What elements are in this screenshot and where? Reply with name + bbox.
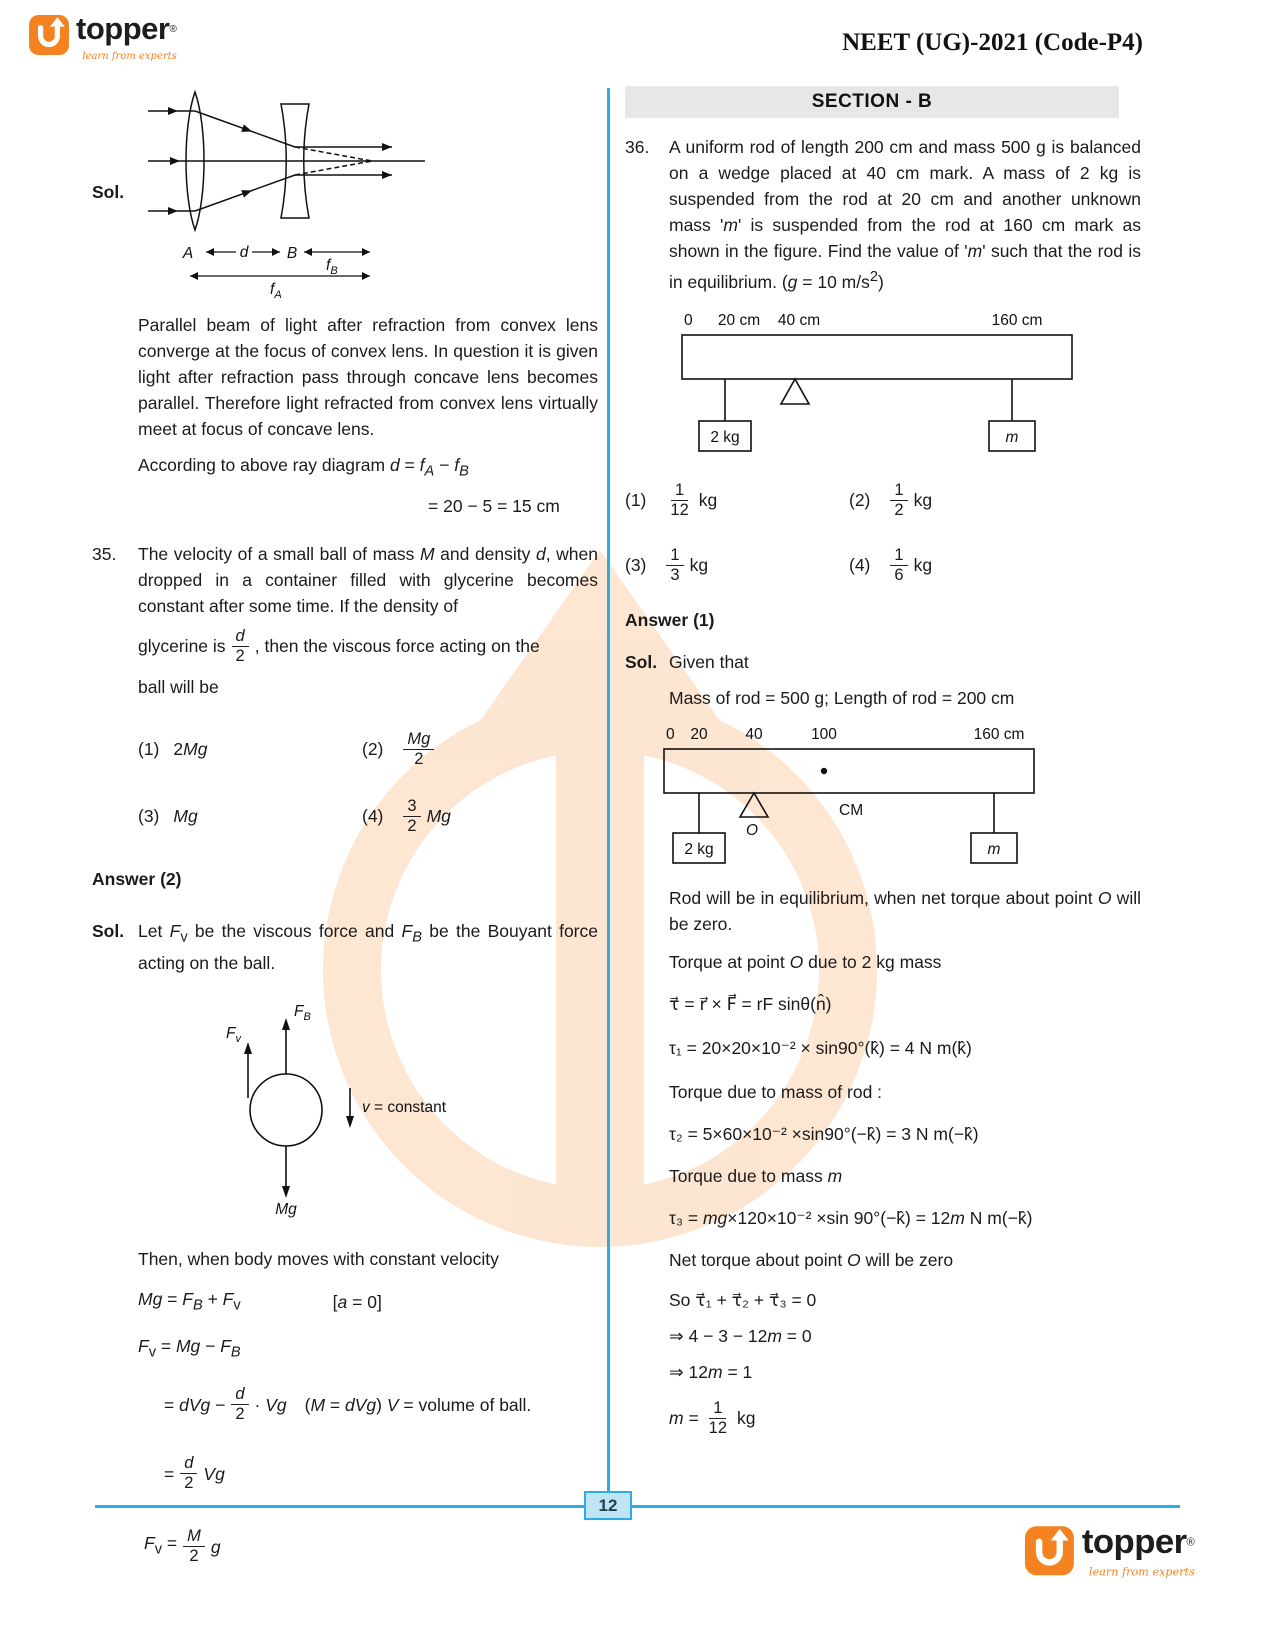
label-2kg-mass: 2 kg xyxy=(710,428,740,446)
option-4 xyxy=(849,546,932,585)
question-number: 36. xyxy=(625,137,650,157)
label-100: 100 xyxy=(811,725,837,743)
equation-fv: $F_v = Mg - F_B$ xyxy=(138,1335,241,1360)
solution-35-intro: Let $F_v$ be the viscous force and $F_B$ be the Bouyant force acting on the ball. xyxy=(138,920,598,973)
formula-step-1: ⇒ 4 − 3 − 12m = 0 xyxy=(669,1325,812,1346)
label-40cm: 40 cm xyxy=(777,311,821,329)
option-label: (1) xyxy=(625,490,647,511)
equation: = dVg − xyxy=(164,1394,226,1415)
sol-label: Sol. xyxy=(92,920,125,941)
right-column xyxy=(625,86,1141,1438)
rod-torque-diagram xyxy=(649,721,1079,871)
label-0: 0 xyxy=(666,725,675,743)
label-distance-d: d xyxy=(239,244,249,261)
equilibrium-text: Rod will be in equilibrium, when net torque about point O will be zero. xyxy=(669,887,1141,934)
logo-registered-mark: ® xyxy=(1186,1536,1195,1549)
fraction-Mg-over-2: $\frac{Mg}{2}$ xyxy=(403,730,434,769)
option-2 xyxy=(849,481,932,520)
options-row-2 xyxy=(138,797,598,836)
label-focal-fA: $f_A$ xyxy=(270,281,282,298)
fraction-d-over-2: $\frac{d}{2}$ xyxy=(180,1454,197,1493)
rod-mass-line: Mass of rod = 500 g; Length of rod = 200 cm xyxy=(669,687,1015,708)
fraction-d-over-2: $\frac{d}{2}$ xyxy=(232,627,249,666)
left-column xyxy=(92,86,598,1566)
option-4 xyxy=(362,797,451,836)
equation-unit: kg xyxy=(737,1408,756,1429)
option-3 xyxy=(138,803,362,829)
ray-equation-result: = 20 − 5 = 15 cm xyxy=(428,495,560,516)
logo-tagline: learn from experts xyxy=(82,51,177,62)
question-35 xyxy=(92,541,598,836)
option-2 xyxy=(362,730,440,769)
logo-name: topper xyxy=(76,11,170,46)
option-label: (2) xyxy=(362,739,384,759)
option-unit: kg xyxy=(913,490,933,511)
question-36 xyxy=(625,134,1141,295)
equation: Vg xyxy=(203,1463,225,1484)
equation: = xyxy=(164,1463,175,1484)
label-40: 40 xyxy=(745,725,763,743)
label-20: 20 xyxy=(690,725,708,743)
label-160cm: 160 cm xyxy=(973,725,1025,743)
label-0: 0 xyxy=(684,311,693,329)
label-velocity-constant: v = constant xyxy=(362,1099,447,1116)
label-viscous-force: $F_v$ xyxy=(226,1025,241,1045)
option-value: 2Mg xyxy=(173,739,208,759)
label-focal-fB: $f_B$ xyxy=(326,257,338,277)
label-weight-Mg: Mg xyxy=(275,1201,297,1218)
options-row-1 xyxy=(138,730,598,769)
equation-note: [a = 0] xyxy=(332,1292,382,1313)
logo-registered-mark: ® xyxy=(169,24,177,36)
logo-tagline: learn from experts xyxy=(1089,1566,1195,1579)
option-unit: kg xyxy=(698,490,718,511)
solution-35-text: Then, when body moves with constant velocity xyxy=(138,1249,499,1269)
answer-36: Answer (1) xyxy=(625,609,715,630)
fraction-3-over-2: $\frac{3}{2}$ xyxy=(403,797,420,836)
equation: $F_v$ = xyxy=(144,1533,178,1558)
text-fragment: glycerine is xyxy=(138,636,226,656)
option-label: (3) xyxy=(625,555,647,576)
formula-tau1: τ₁ = 20×20×10⁻² × sin90°(k̂) = 4 N m(k̂) xyxy=(669,1037,972,1058)
answer-35: Answer (2) xyxy=(92,868,182,889)
free-body-diagram xyxy=(198,998,448,1218)
formula-sum-torques: So τ⃗₁ + τ⃗₂ + τ⃗₃ = 0 xyxy=(669,1289,817,1310)
text-fragment: , then the viscous force acting on the xyxy=(254,636,540,656)
logo-text-block xyxy=(76,11,177,70)
options-row-2 xyxy=(625,546,1141,585)
question-35-fraction-line xyxy=(138,627,598,666)
label-pivot-O: O xyxy=(745,821,759,839)
fraction-d-over-2: $\frac{d}{2}$ xyxy=(231,1385,248,1424)
torque-rod-text: Torque due to mass of rod : xyxy=(669,1081,883,1102)
torque-2kg-text: Torque at point O due to 2 kg mass xyxy=(669,951,942,972)
question-35-body xyxy=(138,541,598,836)
solution-34-paragraph: Parallel beam of light after refraction from convex lens converge at the focus of convex lens. In question it is given light after refraction pass through concave lens becomes parallel. Therefore light refracted from convex lens virtually meet at focus of concave lens. xyxy=(138,315,598,439)
topper-logo xyxy=(28,11,177,70)
label-lens-A: A xyxy=(182,245,194,262)
formula-result-m xyxy=(669,1399,1141,1438)
equation-final-fv xyxy=(144,1527,598,1566)
section-b-header: SECTION - B xyxy=(625,86,1119,118)
equation: m = xyxy=(669,1408,699,1429)
question-36-text: A uniform rod of length 200 cm and mass 500 g is balanced on a wedge placed at 40 cm mark. A mass of 2 kg is suspended from the rod at 20 cm and another unknown mass 'm' is suspended from the rod at 160 cm mark as shown in the figure. Find the value of 'm' such that the rod is in equilibrium. (g = 10 $m/s^2$) xyxy=(669,137,1142,292)
fraction-1-over-12: $\frac{1}{12}$ xyxy=(670,480,689,519)
options-row-1 xyxy=(625,481,1141,520)
page-number: 12 xyxy=(584,1491,632,1520)
rod-wedge-diagram xyxy=(667,309,1097,459)
option-label: (1) xyxy=(138,739,160,759)
option-label: (2) xyxy=(849,490,871,511)
label-2kg-mass: 2 kg xyxy=(684,840,714,858)
option-unit: kg xyxy=(689,555,709,576)
option-label: (4) xyxy=(362,806,384,826)
label-m-mass: m xyxy=(987,840,1001,858)
sol-label: Sol. xyxy=(92,182,125,202)
sol-label: Sol. xyxy=(625,651,658,672)
equation-dvg xyxy=(164,1385,598,1424)
fraction-1-over-6: $\frac{1}{6}$ xyxy=(890,546,907,585)
equation: $Mg = F_B + F_v$ xyxy=(138,1289,241,1314)
label-160cm: 160 cm xyxy=(991,311,1043,329)
formula-torque-definition: τ⃗ = r⃗ × F⃗ = rF sinθ(n̂) xyxy=(669,993,832,1014)
formula-tau3: τ₃ = mg×120×10⁻² ×sin 90°(−k̂) = 12m N m(−k̂) xyxy=(669,1207,1033,1228)
label-center-of-mass: CM xyxy=(839,801,864,819)
question-number: 35. xyxy=(92,543,117,564)
fraction-1-over-2: $\frac{1}{2}$ xyxy=(890,481,907,520)
option-1 xyxy=(625,481,849,520)
label-20cm: 20 cm xyxy=(717,311,761,329)
fraction-1-over-12: $\frac{1}{12}$ xyxy=(708,1398,728,1437)
option-value: Mg xyxy=(173,806,198,826)
question-35-text-end: ball will be xyxy=(138,676,219,697)
option-3 xyxy=(625,546,849,585)
torque-m-text: Torque due to mass m xyxy=(669,1165,843,1186)
logo-name: topper xyxy=(1082,1521,1187,1561)
option-unit: kg xyxy=(913,555,933,576)
column-divider xyxy=(607,88,610,1502)
question-35-text: The velocity of a small ball of mass M and density d, when dropped in a container filled with glycerine becomes constant after some time. If the density of xyxy=(138,543,599,616)
formula-tau2: τ₂ = 5×60×10⁻² ×sin90°(−k̂) = 3 N m(−k̂) xyxy=(669,1123,979,1144)
equation-note: (M = dVg) V = volume of ball. xyxy=(304,1394,532,1415)
topper-logo-footer xyxy=(1024,1521,1195,1588)
label-buoyant-force: $F_B$ xyxy=(294,1003,311,1023)
solution-35-block xyxy=(92,918,598,977)
fraction-1-over-3: $\frac{1}{3}$ xyxy=(666,546,683,585)
solution-36-block xyxy=(625,649,1141,675)
logo-text-block xyxy=(1082,1521,1195,1588)
option-value: Mg xyxy=(426,806,451,826)
label-m-mass: m xyxy=(1005,428,1019,446)
option-label: (3) xyxy=(138,806,160,826)
solution-36-given: Given that xyxy=(669,651,749,672)
fraction-M-over-2: $\frac{M}{2}$ xyxy=(183,1527,205,1566)
solution-34-block xyxy=(92,86,598,298)
option-label: (4) xyxy=(849,555,871,576)
ray-equation: According to above ray diagram $d = f_A - f_B$ xyxy=(138,455,469,480)
lens-ray-diagram xyxy=(140,86,440,298)
equation-half-dvg xyxy=(164,1454,598,1493)
equation: g xyxy=(210,1536,221,1557)
page-title: NEET (UG)-2021 (Code-P4) xyxy=(842,29,1143,56)
equation: · Vg xyxy=(254,1394,287,1415)
label-lens-B: B xyxy=(286,245,298,262)
net-torque-text: Net torque about point O will be zero xyxy=(669,1249,954,1270)
option-1 xyxy=(138,736,362,762)
topper-logo-icon xyxy=(1024,1525,1076,1577)
topper-logo-icon xyxy=(28,14,70,56)
equation-mg-balance xyxy=(138,1286,598,1319)
formula-step-2: ⇒ 12m = 1 xyxy=(669,1361,753,1382)
